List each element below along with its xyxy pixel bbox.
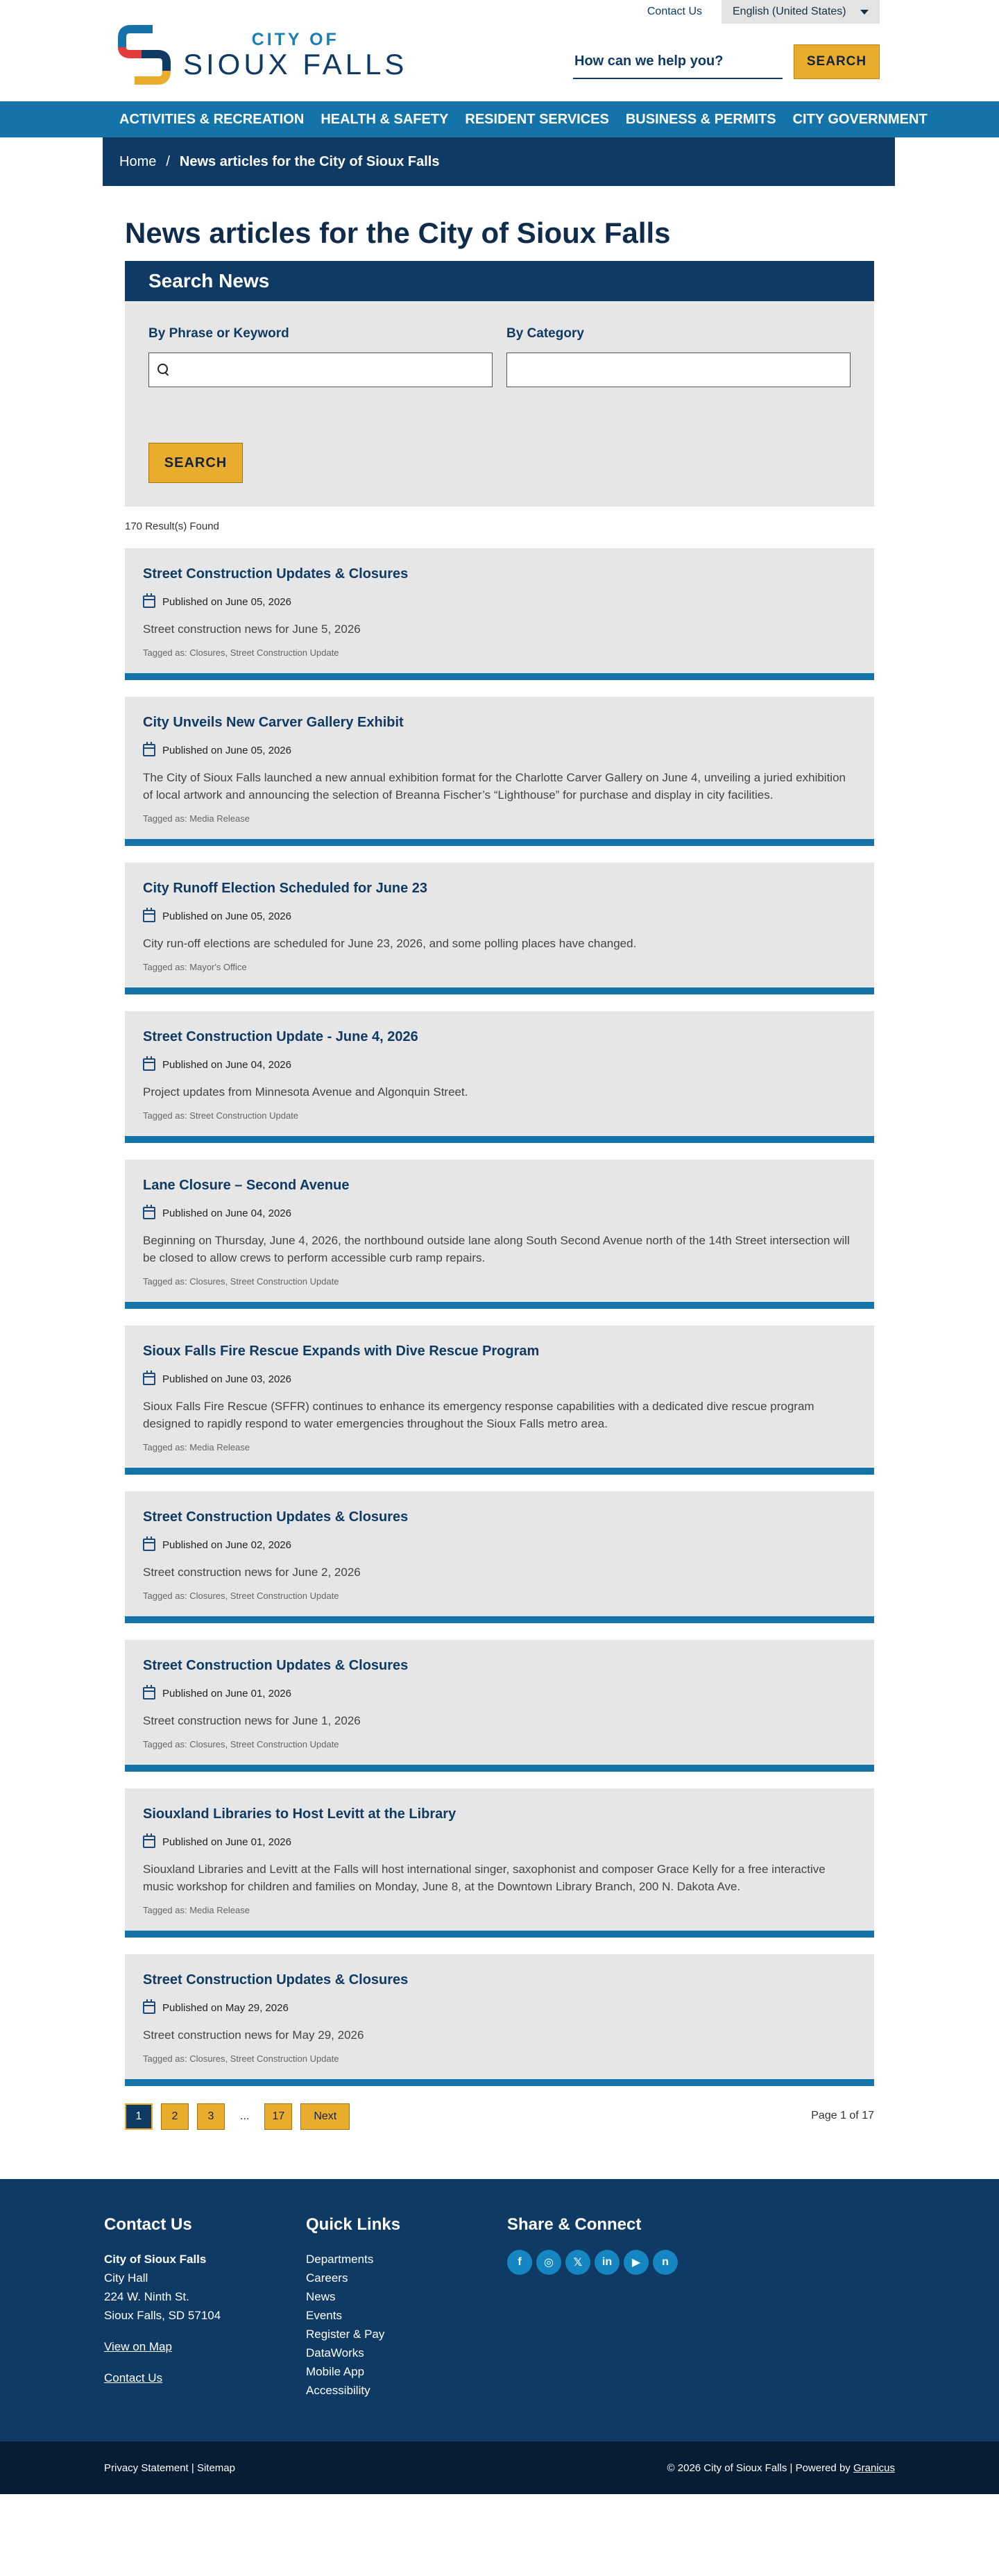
article-title-link[interactable]: Sioux Falls Fire Rescue Expands with Dive Rescue Program — [143, 1344, 540, 1359]
copyright — [667, 2462, 895, 2474]
article-date-text: Published on June 05, 2026 — [162, 910, 291, 922]
share-heading: Share & Connect — [507, 2215, 642, 2234]
bottom-bar — [0, 2441, 999, 2494]
footer-contact-heading: Contact Us — [104, 2215, 192, 2234]
article-title-link[interactable]: Lane Closure – Second Avenue — [143, 1178, 350, 1193]
footer-address-line: City Hall — [104, 2271, 148, 2285]
article-date — [143, 1058, 856, 1071]
article-summary: Sioux Falls Fire Rescue (SFFR) continues to enhance its emergency response capabilities with a dedicated dive rescue program designed to rapidly respond to water emergencies throughout the Sioux Falls metro area. — [143, 1400, 814, 1430]
article-date — [143, 1836, 856, 1848]
article-tags: Tagged as: Mayor's Office — [143, 962, 247, 972]
next-page-button[interactable]: Next — [300, 2103, 350, 2130]
calendar-icon — [143, 595, 155, 608]
article-title-link[interactable]: Street Construction Updates & Closures — [143, 1658, 409, 1673]
article-title-link[interactable]: Street Construction Update - June 4, 2026 — [143, 1029, 418, 1044]
article-title-link[interactable]: Siouxland Libraries to Host Levitt at the Library — [143, 1806, 456, 1822]
article-summary: Street construction news for June 1, 2026 — [143, 1714, 361, 1727]
page-3-button[interactable]: 3 — [197, 2103, 225, 2130]
article-date — [143, 1207, 856, 1219]
article-date-text: Published on June 02, 2026 — [162, 1539, 291, 1551]
linkedin-icon[interactable]: in — [595, 2250, 620, 2275]
nav-item[interactable]: HEALTH & SAFETY — [321, 111, 449, 127]
article-tags: Tagged as: Street Construction Update — [143, 1110, 299, 1121]
language-select[interactable] — [722, 0, 880, 24]
quick-link[interactable]: Events — [306, 2309, 342, 2322]
article-summary: Project updates from Minnesota Avenue and Algonquin Street. — [143, 1085, 468, 1099]
article-tags: Tagged as: Closures, Street Construction Update — [143, 1276, 339, 1287]
phrase-input[interactable] — [148, 353, 493, 387]
article-title-link[interactable]: Street Construction Updates & Closures — [143, 1509, 409, 1525]
article-title-link[interactable]: City Unveils New Carver Gallery Exhibit — [143, 715, 404, 730]
x-icon[interactable]: 𝕏 — [565, 2250, 590, 2275]
article-date — [143, 2001, 856, 2014]
calendar-icon — [143, 1687, 155, 1700]
logo-wordmark — [183, 30, 407, 80]
article-title-link[interactable]: City Runoff Election Scheduled for June 23 — [143, 881, 428, 896]
footer-contact-link[interactable]: Contact Us — [104, 2371, 163, 2384]
quick-link[interactable]: DataWorks — [306, 2346, 364, 2359]
article-date-text: Published on June 05, 2026 — [162, 595, 291, 608]
article-date-text: Published on June 01, 2026 — [162, 1836, 291, 1848]
article-date-text: Published on June 04, 2026 — [162, 1207, 291, 1219]
calendar-icon — [143, 1539, 155, 1551]
article-date — [143, 1687, 856, 1700]
article-date-text: Published on May 29, 2026 — [162, 2001, 289, 2014]
results-count: 170 Result(s) Found — [125, 520, 219, 532]
page-1-button[interactable]: 1 — [125, 2103, 153, 2130]
calendar-icon — [143, 1373, 155, 1385]
article-card — [125, 1491, 874, 1623]
contact-us-link[interactable]: Contact Us — [647, 6, 702, 17]
article-tags: Tagged as: Media Release — [143, 1442, 250, 1452]
article-list — [125, 548, 874, 2086]
article-tags: Tagged as: Closures, Street Construction Update — [143, 1739, 339, 1749]
main-content — [125, 212, 874, 2130]
footer-quick-links — [306, 2215, 400, 2400]
article-card — [125, 548, 874, 680]
category-label: By Category — [506, 326, 584, 341]
article-tags: Tagged as: Closures, Street Construction Update — [143, 2053, 339, 2064]
search-news-button[interactable]: SEARCH — [148, 443, 243, 483]
search-news-panel — [125, 261, 874, 507]
article-card — [125, 1325, 874, 1475]
article-tags: Tagged as: Closures, Street Construction Update — [143, 647, 339, 658]
phrase-field-group — [148, 326, 493, 387]
search-icon — [157, 364, 170, 376]
breadcrumb-wrapper — [0, 137, 999, 186]
article-summary: Beginning on Thursday, June 4, 2026, the northbound outside lane along South Second Avenue north of the 14th Street intersection will be closed to allow crews to perform accessible curb ramp repairs. — [143, 1234, 850, 1264]
article-summary: Street construction news for June 5, 2026 — [143, 622, 361, 636]
article-card — [125, 863, 874, 994]
site-header — [0, 0, 999, 101]
site-footer — [0, 2179, 999, 2441]
page-2-button[interactable]: 2 — [161, 2103, 189, 2130]
nav-item[interactable]: CITY GOVERNMENT — [792, 111, 928, 127]
quick-link[interactable]: Departments — [306, 2253, 374, 2266]
article-date-text: Published on June 05, 2026 — [162, 744, 291, 756]
quick-links-heading: Quick Links — [306, 2215, 401, 2234]
copyright-text: © 2026 City of Sioux Falls | Powered by — [667, 2462, 851, 2474]
site-search — [573, 44, 880, 79]
article-summary: City run-off elections are scheduled for June 23, 2026, and some polling places have changed. — [143, 937, 637, 950]
article-title-link[interactable]: Street Construction Updates & Closures — [143, 1972, 409, 1988]
calendar-icon — [143, 910, 155, 922]
calendar-icon — [143, 1207, 155, 1219]
article-summary: Street construction news for June 2, 2026 — [143, 1566, 361, 1579]
calendar-icon — [143, 744, 155, 756]
article-card — [125, 1640, 874, 1772]
calendar-icon — [143, 2001, 155, 2014]
category-input[interactable] — [506, 353, 851, 387]
search-news-form — [125, 301, 874, 507]
page-last-button[interactable]: 17 — [264, 2103, 292, 2130]
article-date — [143, 910, 856, 922]
quick-link[interactable]: Register & Pay — [306, 2328, 385, 2341]
calendar-icon — [143, 1058, 155, 1071]
article-title-link[interactable]: Street Construction Updates & Closures — [143, 566, 409, 582]
page-of-label: Page 1 of 17 — [811, 2110, 874, 2121]
quick-link[interactable]: Careers — [306, 2271, 348, 2285]
granicus-link[interactable]: Granicus — [853, 2462, 895, 2474]
logo-name: SIOUX FALLS — [183, 48, 408, 80]
site-search-input[interactable] — [573, 44, 783, 79]
phrase-label: By Phrase or Keyword — [148, 326, 289, 341]
nav-item[interactable]: ACTIVITIES & RECREATION — [119, 111, 305, 127]
article-date-text: Published on June 01, 2026 — [162, 1687, 291, 1700]
footer-address-line: 224 W. Ninth St. — [104, 2290, 189, 2303]
nextdoor-icon[interactable]: n — [653, 2250, 678, 2275]
breadcrumb-home[interactable]: Home — [119, 153, 157, 169]
quick-link[interactable]: Accessibility — [306, 2384, 370, 2397]
nav-item[interactable]: RESIDENT SERVICES — [465, 111, 609, 127]
article-summary: The City of Sioux Falls launched a new annual exhibition format for the Charlotte Carver Gallery on June 4, unveiling a juried exhibition of local artwork and announcing the selection of Breanna Fischer’s “Lighthouse” for purchase and display in city facilities. — [143, 771, 846, 802]
social-links — [507, 2250, 682, 2275]
article-date — [143, 595, 856, 608]
footer-contact — [104, 2215, 221, 2387]
sioux-falls-logo-icon — [117, 25, 172, 85]
quick-link[interactable]: News — [306, 2290, 336, 2303]
pagination-ellipsis: ... — [240, 2110, 250, 2122]
utility-bar — [647, 0, 880, 24]
article-card — [125, 1954, 874, 2086]
breadcrumb-separator: / — [166, 153, 170, 169]
article-date — [143, 1373, 856, 1385]
main-navigation — [0, 101, 999, 137]
nav-item[interactable]: BUSINESS & PERMITS — [625, 111, 776, 127]
pagination — [125, 2103, 874, 2130]
logo-city: CITY OF — [251, 30, 339, 49]
quick-link[interactable]: Mobile App — [306, 2365, 365, 2378]
page-title: News articles for the City of Sioux Falls — [125, 217, 671, 249]
article-tags: Tagged as: Media Release — [143, 813, 250, 824]
chevron-down-icon — [860, 10, 869, 15]
legal-links[interactable]: Privacy Statement | Sitemap — [104, 2462, 235, 2474]
instagram-icon[interactable]: ◎ — [536, 2250, 561, 2275]
article-card — [125, 697, 874, 846]
article-summary: Siouxland Libraries and Levitt at the Falls will host international singer, saxophonist and composer Grace Kelly for a free interactive music workshop for children and families on Monday, June 8, at the Downtown Library Branch, 200 N. Dakota Ave. — [143, 1863, 826, 1893]
footer-org: City of Sioux Falls — [104, 2253, 207, 2266]
footer-address-line: Sioux Falls, SD 57104 — [104, 2309, 221, 2322]
city-logo[interactable] — [117, 25, 407, 85]
article-card — [125, 1011, 874, 1143]
footer-share — [507, 2215, 682, 2275]
article-tags: Tagged as: Media Release — [143, 1905, 250, 1915]
article-summary: Street construction news for May 29, 2026 — [143, 2028, 364, 2042]
youtube-icon[interactable]: ▶ — [624, 2250, 649, 2275]
language-value: English (United States) — [733, 6, 846, 17]
breadcrumb — [103, 137, 895, 186]
article-date — [143, 744, 856, 756]
breadcrumb-current: News articles for the City of Sioux Falls — [179, 153, 440, 169]
view-map-link[interactable]: View on Map — [104, 2340, 172, 2353]
site-search-button[interactable]: SEARCH — [794, 44, 880, 79]
article-card — [125, 1160, 874, 1309]
article-card — [125, 1788, 874, 1938]
category-field-group — [506, 326, 851, 387]
article-date-text: Published on June 04, 2026 — [162, 1058, 291, 1071]
article-tags: Tagged as: Closures, Street Construction Update — [143, 1591, 339, 1601]
facebook-icon[interactable]: f — [507, 2250, 532, 2275]
search-news-heading: Search News — [125, 261, 874, 301]
calendar-icon — [143, 1836, 155, 1848]
article-date — [143, 1539, 856, 1551]
article-date-text: Published on June 03, 2026 — [162, 1373, 291, 1385]
